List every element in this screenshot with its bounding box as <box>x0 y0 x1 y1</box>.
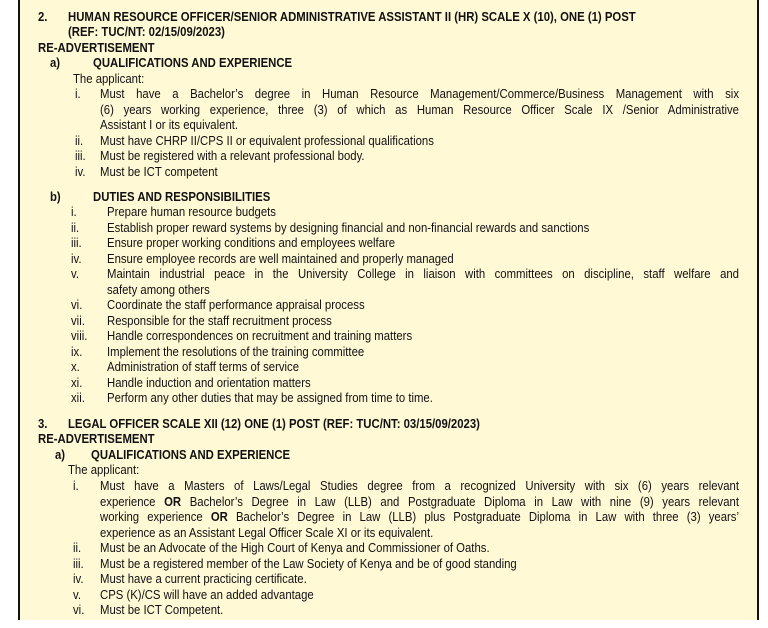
list-item <box>107 235 739 251</box>
list-item-marker: i. <box>75 86 81 101</box>
list-item <box>100 164 739 180</box>
list-item-marker: ix. <box>71 343 83 359</box>
list-item-line: Must have a Bachelor’s degree in Human Resource Management/Commerce/Business Management with six <box>100 86 739 101</box>
section-3a-marker: a) <box>55 447 66 462</box>
list-item-line: Implement the resolutions of the training committee <box>107 343 365 359</box>
list-item-line: Perform any other duties that may be assigned from time to time. <box>107 390 433 405</box>
section-3a-intro: The applicant: <box>68 462 140 477</box>
list-item-marker: viii. <box>71 328 88 343</box>
section-2a-intro: The applicant: <box>73 71 145 86</box>
list-item-line: Must have CHRP II/CPS II or equivalent professional qualifications <box>100 132 434 148</box>
list-item-line: CPS (K)/CS will have an added advantage <box>100 586 314 602</box>
text: working experience <box>100 509 211 524</box>
list-item-line: Responsible for the staff recruitment process <box>107 312 332 328</box>
section-3a-item-1-line-4: experience as an Assistant Legal Officer Scale XI or its equivalent. <box>100 524 434 540</box>
list-item-line: Handle induction and orientation matters <box>107 374 311 390</box>
list-item <box>100 540 739 556</box>
section-3a-item-1-line-1: Must have a Masters of Laws/Legal Studies degree from a recognized University with six (6) years relevant <box>100 478 739 493</box>
list-item-line: Ensure employee records are well maintained and properly managed <box>107 250 454 266</box>
list-item-line: Assistant I or its equivalent. <box>100 117 239 132</box>
list-item-marker: iii. <box>73 555 84 571</box>
list-item <box>100 133 739 149</box>
list-item-marker: xi. <box>71 374 83 390</box>
list-item-line: Prepare human resource budgets <box>107 204 276 219</box>
list-item-line: Must be ICT competent <box>100 163 218 179</box>
list-item-line: (6) years working experience, three (3) of which as Human Resource Officer Scale IX /Senior Administrative <box>100 101 739 117</box>
list-item <box>107 328 739 344</box>
text: Bachelor’s Degree in Law (LLB) and Postgraduate Diploma in Law with nine (9) years relevant <box>181 493 739 509</box>
list-item <box>107 204 739 220</box>
section-3a-item-1-marker: i. <box>73 478 79 493</box>
list-item-line: Must have a current practicing certificate. <box>100 571 307 586</box>
list-item <box>107 251 739 267</box>
list-item-line: Must be registered with a relevant professional body. <box>100 148 365 163</box>
list-item-marker: iv. <box>73 571 84 586</box>
section-3-readvertisement: RE-ADVERTISEMENT <box>38 431 155 446</box>
list-item <box>107 313 739 329</box>
list-item-marker: vii. <box>71 312 85 328</box>
list-item-line: Maintain industrial peace in the University College in liaison with committees on discipline, staff welfare and <box>107 266 739 281</box>
section-3-title: LEGAL OFFICER SCALE XII (12) ONE (1) POST (REF: TUC/NT: 03/15/09/2023) <box>68 416 480 431</box>
list-item <box>107 390 739 406</box>
list-item-line: Ensure proper working conditions and employees welfare <box>107 235 396 250</box>
section-3a-heading: QUALIFICATIONS AND EXPERIENCE <box>91 447 291 462</box>
list-item <box>107 359 739 375</box>
list-item-marker: iii. <box>75 148 86 163</box>
section-2-ref: (REF: TUC/NT: 02/15/09/2023) <box>68 24 225 39</box>
list-item-marker: ii. <box>75 132 84 148</box>
text: experience <box>100 493 165 509</box>
list-item-marker: v. <box>73 586 81 602</box>
list-item-marker: ii. <box>73 540 82 555</box>
section-2b-marker: b) <box>50 189 61 204</box>
list-item <box>100 602 739 618</box>
list-item-line: Handle correspondences on recruitment and training matters <box>107 328 413 343</box>
list-item-marker: xii. <box>71 390 85 405</box>
list-item-line: Administration of staff terms of service <box>107 359 300 374</box>
list-item <box>107 266 739 297</box>
list-item-marker: ii. <box>71 219 80 235</box>
section-3a-item-1 <box>100 478 739 540</box>
list-item-line: Must be a registered member of the Law Society of Kenya and be of good standing <box>100 555 517 571</box>
list-item-marker: x. <box>71 359 80 374</box>
section-3a-item-1-line-3 <box>100 509 739 525</box>
text: Bachelor’s Degree in Law (LLB) plus Postgraduate Diploma in Law with three (3) years’ <box>227 509 739 524</box>
section-3a-item-1-line-2 <box>100 494 739 510</box>
list-item <box>107 344 739 360</box>
list-item <box>107 375 739 391</box>
section-2a-marker: a) <box>50 55 61 70</box>
section-3-number: 3. <box>38 416 48 431</box>
list-item-line: safety among others <box>107 281 210 297</box>
list-item <box>100 587 739 603</box>
list-item-marker: iv. <box>75 163 86 179</box>
section-2-readvertisement: RE-ADVERTISEMENT <box>38 40 155 55</box>
section-2b-heading: DUTIES AND RESPONSIBILITIES <box>93 189 271 204</box>
list-item-marker: i. <box>71 204 77 219</box>
section-2-number: 2. <box>38 9 48 24</box>
list-item <box>100 556 739 572</box>
list-item-marker: iii. <box>71 235 82 250</box>
list-item <box>107 220 739 236</box>
list-item <box>100 148 739 164</box>
list-item <box>100 571 739 587</box>
list-item <box>107 297 739 313</box>
list-item-marker: vi. <box>73 602 85 617</box>
section-2a-heading: QUALIFICATIONS AND EXPERIENCE <box>93 55 293 70</box>
or-emphasis: OR <box>210 509 228 524</box>
section-2-title: HUMAN RESOURCE OFFICER/SENIOR ADMINISTRATIVE ASSISTANT II (HR) SCALE X (10), ONE (1) POST <box>68 9 636 24</box>
list-item-marker: v. <box>71 266 79 281</box>
list-item-marker: vi. <box>71 297 83 312</box>
list-item-line: Must be an Advocate of the High Court of Kenya and Commissioner of Oaths. <box>100 540 490 555</box>
list-item-marker: iv. <box>71 250 82 266</box>
list-item-line: Establish proper reward systems by designing financial and non-financial rewards and sanctions <box>107 219 590 235</box>
or-emphasis: OR <box>164 493 182 509</box>
list-item-line: Coordinate the staff performance appraisal process <box>107 297 365 312</box>
list-item <box>100 86 739 133</box>
list-item-line: Must be ICT Competent. <box>100 602 224 617</box>
